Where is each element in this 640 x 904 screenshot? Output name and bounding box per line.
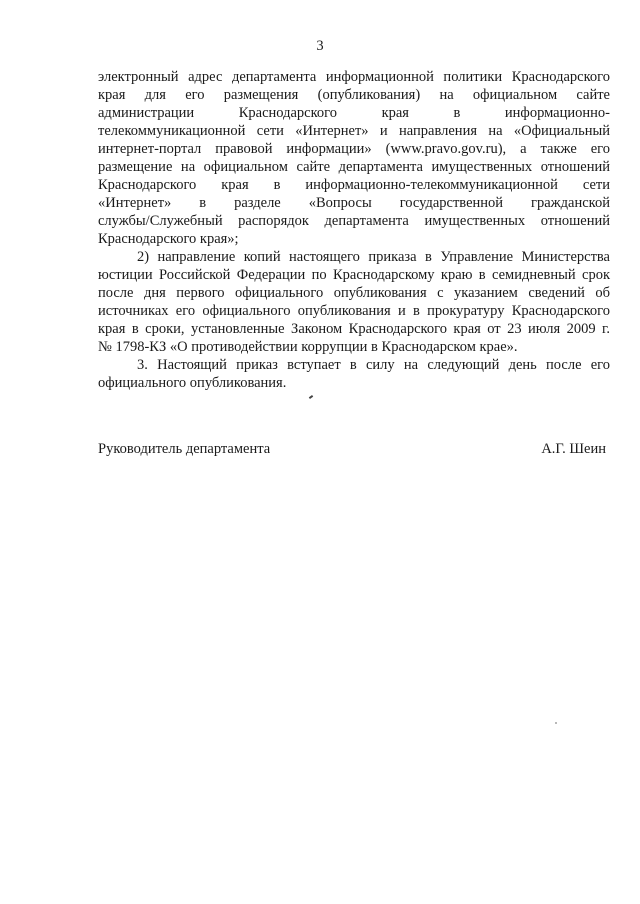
paragraph-1-line: электронный адрес департамента информационной политики Краснодарского xyxy=(98,69,610,85)
ink-mark xyxy=(309,395,313,399)
paragraph-3 xyxy=(98,356,610,392)
paragraph-1-line: Краснодарского края»; xyxy=(98,231,239,247)
paragraph-3-line: 3. Настоящий приказ вступает в силу на следующий день после его xyxy=(137,357,610,373)
paragraph-2-line: 2) направление копий настоящего приказа в Управление Министерства xyxy=(137,249,610,265)
paragraph-1-line: «Интернет» в разделе «Вопросы государственной гражданской xyxy=(98,195,610,211)
paragraph-1-line: администрации Краснодарского края в информационно- xyxy=(98,105,610,121)
paragraph-3-line: официального опубликования. xyxy=(98,375,287,391)
paragraph-2 xyxy=(98,248,610,356)
paragraph-2-line: после дня первого официального опубликования с указанием сведений об xyxy=(98,285,610,301)
paragraph-2-line: юстиции Российской Федерации по Краснодарскому краю в семидневный срок xyxy=(98,267,610,283)
paragraph-1-line: телекоммуникационной сети «Интернет» и направления на «Официальный xyxy=(98,123,610,139)
paragraph-1-line: службы/Служебный распорядок департамента имущественных отношений xyxy=(98,213,610,229)
paragraph-1-line: интернет-портал правовой информации» (www.pravo.gov.ru), а также его xyxy=(98,141,610,157)
page-number: 3 xyxy=(316,38,324,54)
scan-speck xyxy=(555,722,557,724)
paragraph-1-line: края для его размещения (опубликования) на официальном сайте xyxy=(98,87,610,103)
paragraph-2-line: источниках его официального опубликования и в прокуратуру Краснодарского xyxy=(98,303,610,319)
paragraph-1 xyxy=(98,68,610,248)
paragraph-1-line: размещение на официальном сайте департамента имущественных отношений xyxy=(98,159,610,175)
signature-title: Руководитель департамента xyxy=(98,441,271,457)
paragraph-2-line: края в сроки, установленные Законом Краснодарского края от 23 июля 2009 г. xyxy=(98,321,610,337)
paragraph-1-line: Краснодарского края в информационно-телекоммуникационной сети xyxy=(98,177,610,193)
signature-name: А.Г. Шеин xyxy=(541,441,606,457)
paragraph-2-line: № 1798-КЗ «О противодействии коррупции в Краснодарском крае». xyxy=(98,339,518,355)
